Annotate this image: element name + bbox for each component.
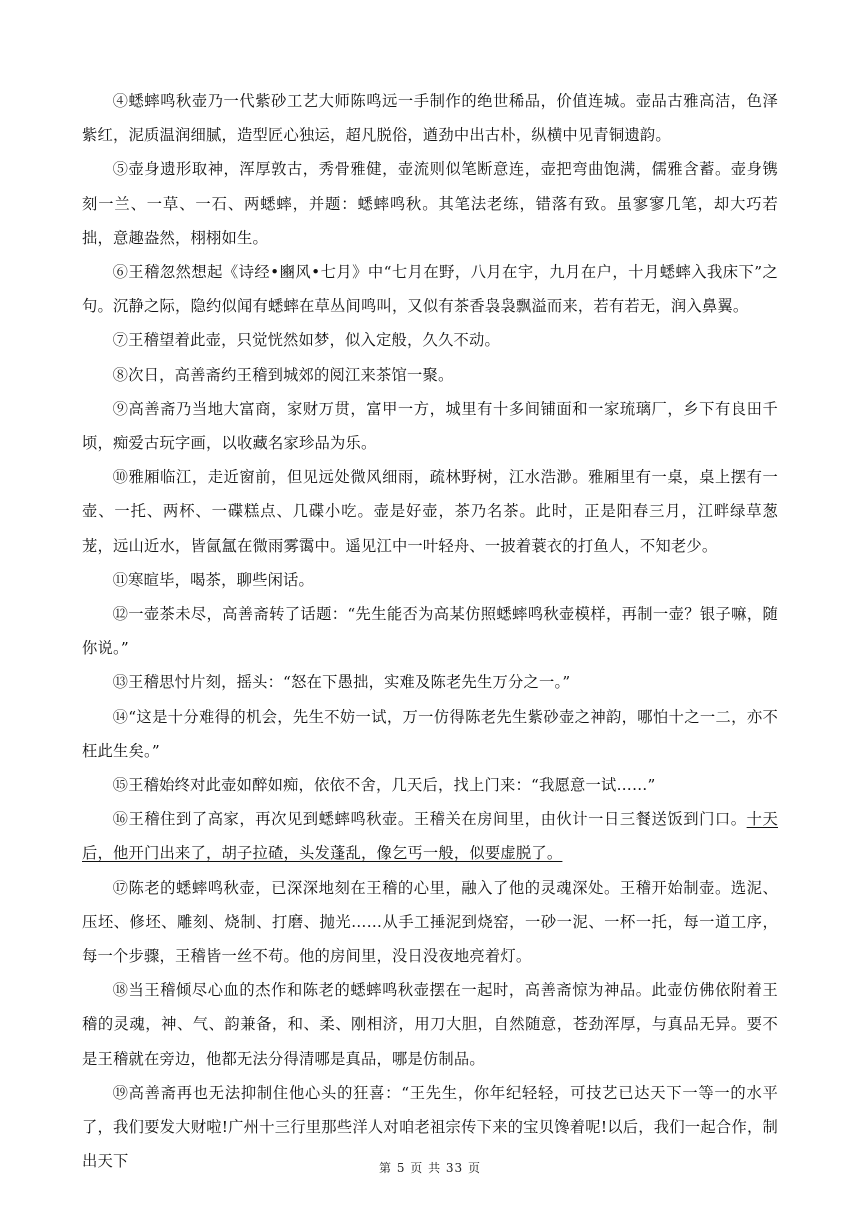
paragraph-10 [82, 460, 778, 563]
paragraph-text: ⑩雅厢临江，走近窗前，但见远处微风细雨，疏林野树，江水浩渺。雅厢里有一桌，桌上摆有一壶、一托、两杯、一碟糕点、几碟小吃。壶是好壶，茶乃名茶。此时，正是阳春三月，江畔绿草葱茏，远山近水，皆氤氲在微雨雾霭中。遥见江中一叶轻舟、一披着蓑衣的打鱼人，不知老少。 [82, 468, 778, 555]
paragraph-text: ⑥王稽忽然想起《诗经•豳风•七月》中“七月在野，八月在宇，九月在户，十月蟋蟀入我床下”之句。沉静之际，隐约似闻有蟋蟀在草丛间鸣叫，又似有茶香袅袅飘溢而来，若有若无，润入鼻翼。 [82, 263, 778, 316]
page-number-footer: 第 5 页 共 33 页 [379, 1161, 481, 1175]
paragraph-text: ⑫一壶茶未尽，高善斋转了话题：“先生能否为高某仿照蟋蟀鸣秋壶模样，再制一壶？银子嘛，随你说。” [82, 605, 778, 658]
paragraph-text: ⑯王稽住到了高家，再次见到蟋蟀鸣秋壶。王稽关在房间里，由伙计一日三餐送饭到门口。 [112, 810, 747, 829]
paragraph-5 [82, 152, 778, 255]
paragraph-13 [82, 665, 778, 699]
paragraph-11 [82, 563, 778, 597]
paragraph-text: ⑭“这是十分难得的机会，先生不妨一试，万一仿得陈老先生紫砂壶之神韵，哪怕十之一二，亦不枉此生矣。” [82, 707, 778, 760]
paragraph-text: ⑪寒暄毕，喝茶，聊些闲话。 [112, 570, 315, 589]
paragraph-17 [82, 871, 778, 974]
paragraph-8 [82, 358, 778, 392]
paragraph-16 [82, 802, 778, 870]
paragraph-text: ⑦王稽望着此壶，只觉恍然如梦，似入定般，久久不动。 [112, 331, 501, 350]
paragraph-text: ⑲高善斋再也无法抑制住他心头的狂喜：“王先生，你年纪轻轻，可技艺已达天下一等一的水平了，我们要发大财啦!广州十三行里那些洋人对咱老祖宗传下来的宝贝馋着呢!以后，我们一起合作，制出天下 [82, 1083, 778, 1171]
underlined-sentence: 十天后，他开门出来了，胡子拉碴，头发蓬乱，像乞丐一般，似要虚脱了。 [82, 810, 778, 863]
article-body [82, 84, 778, 1179]
paragraph-15 [82, 768, 778, 802]
paragraph-18 [82, 973, 778, 1076]
paragraph-text: ⑱当王稽倾尽心血的杰作和陈老的蟋蟀鸣秋壶摆在一起时，高善斋惊为神品。此壶仿佛依附着王稽的灵魂，神、气、韵兼备，和、柔、刚相济，用刀大胆，自然随意，苍劲浑厚，与真品无异。要不是王稽就在旁边，他都无法分得清哪是真品，哪是仿制品。 [82, 981, 778, 1068]
paragraph-text: ⑤壶身遗形取神，浑厚敦古，秀骨雅健，壶流则似笔断意连，壶把弯曲饱满，儒雅含蓄。壶身镌刻一兰、一草、一石、两蟋蟀，并题：蟋蟀鸣秋。其笔法老练，错落有致。虽寥寥几笔，却大巧若拙，意趣盎然，栩栩如生。 [82, 160, 778, 247]
paragraph-9 [82, 392, 778, 460]
paragraph-4 [82, 84, 778, 152]
paragraph-14 [82, 700, 778, 768]
paragraph-text: ⑬王稽思忖片刻，摇头：“怒在下愚拙，实难及陈老先生万分之一。” [112, 673, 571, 692]
paragraph-text: ⑮王稽始终对此壶如醉如痴，依依不舍，几天后，找上门来：“我愿意一试……” [112, 776, 656, 795]
paragraph-text: ⑧次日，高善斋约王稽到城郊的阅江来茶馆一聚。 [112, 365, 454, 384]
paragraph-text: ④蟋蟀鸣秋壶乃一代紫砂工艺大师陈鸣远一手制作的绝世稀品，价值连城。壶品古雅高洁，色泽紫红，泥质温润细腻，造型匠心独运，超凡脱俗，遒劲中出古朴，纵横中见青铜遗韵。 [82, 92, 778, 145]
paragraph-6 [82, 255, 778, 323]
paragraph-12 [82, 597, 778, 665]
paragraph-text: ⑨高善斋乃当地大富商，家财万贯，富甲一方，城里有十多间铺面和一家琉璃厂，乡下有良田千顷，痴爱古玩字画，以收藏名家珍品为乐。 [82, 399, 778, 453]
paragraph-text: ⑰陈老的蟋蟀鸣秋壶，已深深地刻在王稽的心里，融入了他的灵魂深处。王稽开始制壶。选泥、压坯、修坯、雕刻、烧制、打磨、抛光……从手工捶泥到烧窑，一砂一泥、一杯一托，每一道工序，每一个步骤，王稽皆一丝不苟。他的房间里，没日没夜地亮着灯。 [82, 878, 778, 966]
paragraph-7 [82, 323, 778, 357]
